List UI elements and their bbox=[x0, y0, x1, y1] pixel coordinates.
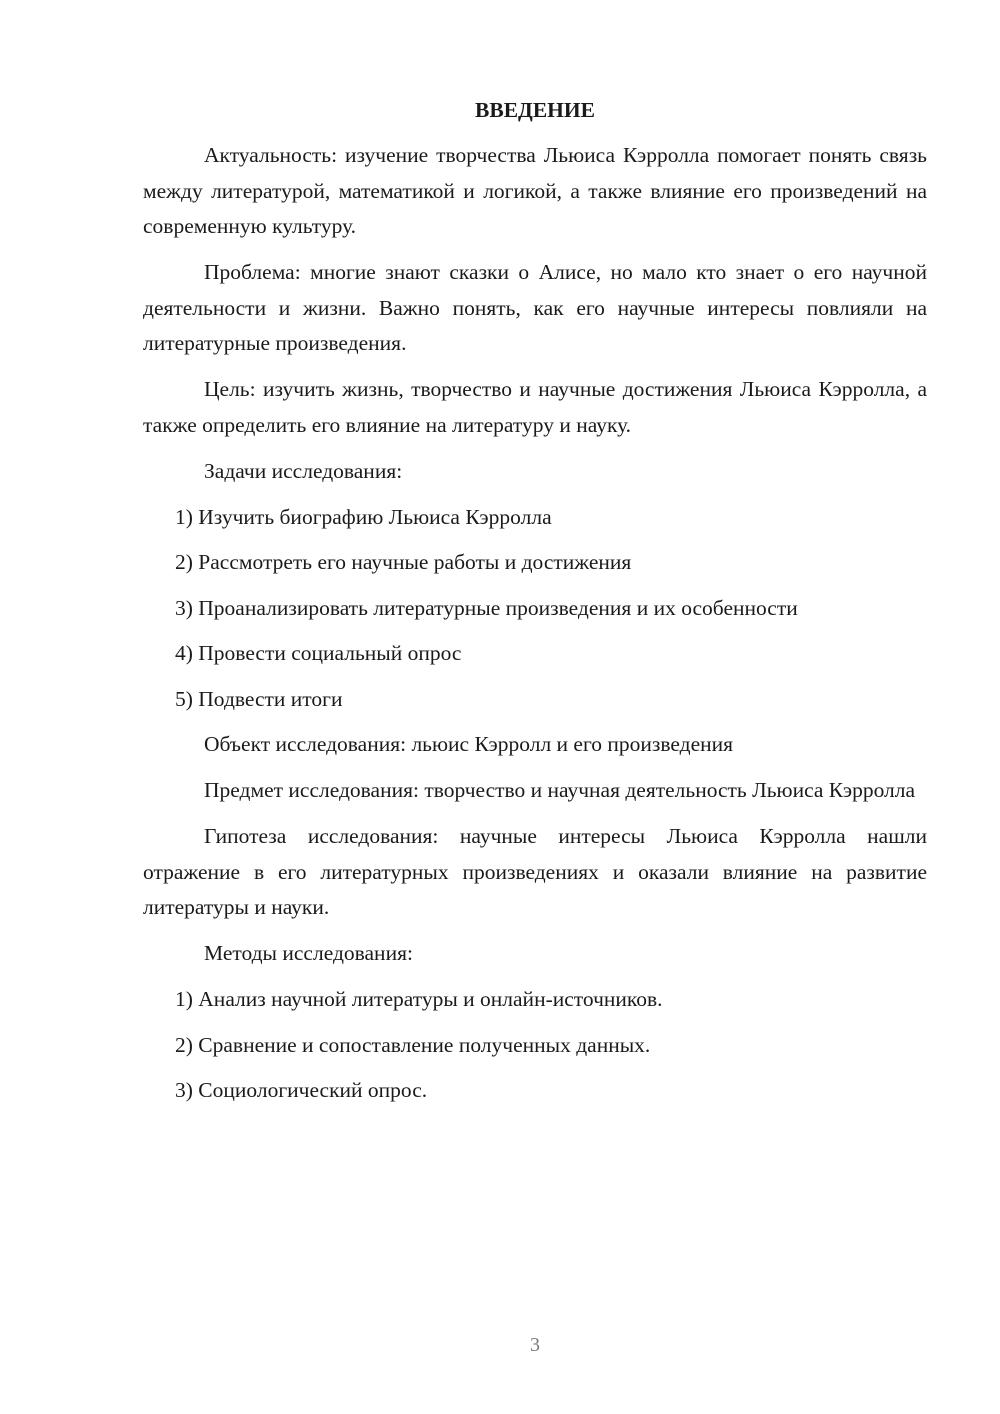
page-number: 3 bbox=[530, 1334, 540, 1356]
task-item-5: 5) Подвести итоги bbox=[175, 686, 343, 711]
methods-list bbox=[143, 982, 927, 1109]
methods-title: Методы исследования: bbox=[204, 941, 413, 965]
task-item-1: 1) Изучить биографию Льюиса Кэрролла bbox=[175, 504, 552, 529]
problem-paragraph: Проблема: многие знают сказки о Алисе, но мало кто знает о его научной деятельности и жизни. Важно понять, как его научные интересы повлияли на литературные произведения. bbox=[143, 260, 927, 355]
method-item-1: 1) Анализ научной литературы и онлайн-источников. bbox=[175, 987, 663, 1011]
hypothesis-paragraph: Гипотеза исследования: научные интересы Льюиса Кэрролла нашли отражение в его литературных произведениях и оказали влияние на развитие литературы и науки. bbox=[143, 824, 927, 919]
object-paragraph: Объект исследования: льюис Кэрролл и его произведения bbox=[204, 732, 734, 756]
page-content bbox=[143, 96, 927, 1119]
task-item-2: 2) Рассмотреть его научные работы и достижения bbox=[175, 550, 632, 574]
task-item-4: 4) Провести социальный опрос bbox=[175, 641, 462, 665]
section-heading: ВВЕДЕНИЕ bbox=[475, 98, 595, 122]
subject-paragraph: Предмет исследования: творчество и научная деятельность Льюиса Кэрролла bbox=[204, 778, 916, 802]
relevance-paragraph: Актуальность: изучение творчества Льюиса Кэрролла помогает понять связь между литературой, математикой и логикой, а также влияние его произведений на современную культуру. bbox=[143, 143, 927, 238]
task-item-3: 3) Проанализировать литературные произведения и их особенности bbox=[175, 595, 798, 620]
goal-paragraph: Цель: изучить жизнь, творчество и научные достижения Льюиса Кэрролла, а также определить его влияние на литературу и науку. bbox=[143, 377, 927, 437]
method-item-2: 2) Сравнение и сопоставление полученных данных. bbox=[175, 1032, 651, 1057]
method-item-3: 3) Социологический опрос. bbox=[175, 1078, 428, 1102]
tasks-title: Задачи исследования: bbox=[204, 458, 403, 483]
tasks-list bbox=[143, 500, 927, 718]
